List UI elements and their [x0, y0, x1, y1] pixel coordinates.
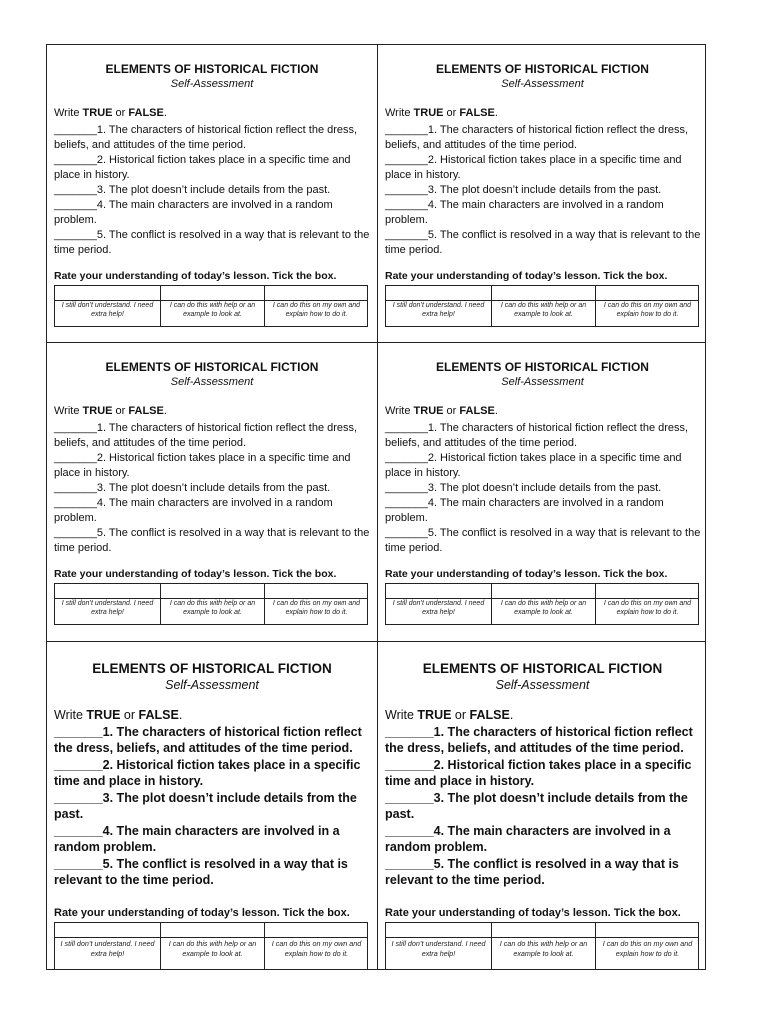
instruction: Write TRUE or FALSE.	[54, 708, 183, 722]
rate-prompt: Rate your understanding of today’s lesson. Tick the box.	[54, 270, 337, 282]
card-subtitle: Self-Assessment	[501, 78, 584, 90]
rating-option-3[interactable]: I can do this on my own and explain how to do it.	[272, 302, 361, 318]
instruction: Write TRUE or FALSE.	[54, 405, 167, 417]
rating-col-divider	[264, 286, 265, 326]
rating-option-2[interactable]: I can do this with help or an example to look at.	[500, 600, 587, 616]
rate-prompt: Rate your understanding of today’s lesson. Tick the box.	[54, 907, 350, 919]
assessment-card	[47, 45, 377, 342]
rate-prompt: Rate your understanding of today’s lesson. Tick the box.	[54, 568, 337, 580]
question-5: _______5. The conflict is resolved in a way that is relevant to the time period.	[385, 857, 679, 888]
instruction: Write TRUE or FALSE.	[385, 708, 514, 722]
rating-col-divider	[264, 584, 265, 624]
assessment-card	[47, 642, 377, 971]
instruction: Write TRUE or FALSE.	[385, 405, 498, 417]
rating-table	[54, 285, 368, 327]
rating-option-2[interactable]: I can do this with help or an example to look at.	[499, 939, 588, 958]
question-4: _______4. The main characters are involved in a random problem.	[385, 199, 664, 226]
question-1: _______1. The characters of historical fiction reflect the dress, beliefs, and attitudes of the time period.	[54, 124, 358, 151]
worksheet-sheet	[46, 44, 706, 970]
card-subtitle: Self-Assessment	[170, 78, 254, 90]
rating-col-divider	[491, 923, 492, 969]
rating-col-divider	[595, 923, 596, 969]
rating-table	[385, 922, 699, 970]
question-3: _______3. The plot doesn’t include details from the past.	[54, 791, 357, 822]
question-5: _______5. The conflict is resolved in a way that is relevant to the time period.	[54, 229, 370, 256]
question-1: _______1. The characters of historical fiction reflect the dress, beliefs, and attitudes of the time period.	[385, 725, 693, 756]
rating-col-divider	[491, 584, 492, 624]
question-5: _______5. The conflict is resolved in a way that is relevant to the time period.	[385, 229, 701, 256]
rating-col-divider	[160, 584, 161, 624]
question-2: _______2. Historical fiction takes place in a specific time and place in history.	[54, 452, 351, 479]
assessment-card	[378, 343, 707, 641]
instruction: Write TRUE or FALSE.	[385, 107, 498, 119]
question-2: _______2. Historical fiction takes place in a specific time and place in history.	[385, 154, 682, 181]
rating-option-3[interactable]: I can do this on my own and explain how to do it.	[603, 302, 692, 318]
tick-row	[386, 286, 698, 301]
rating-col-divider	[491, 286, 492, 326]
rating-option-2[interactable]: I can do this with help or an example to look at.	[168, 939, 257, 958]
rating-option-2[interactable]: I can do this with help or an example to look at.	[169, 302, 256, 318]
card-subtitle: Self-Assessment	[165, 678, 259, 692]
rating-col-divider	[160, 286, 161, 326]
rating-option-3[interactable]: I can do this on my own and explain how to do it.	[271, 939, 362, 958]
assessment-card	[378, 45, 707, 342]
rating-table	[54, 922, 368, 970]
card-title: ELEMENTS OF HISTORICAL FICTION	[436, 62, 649, 76]
rating-table	[385, 583, 699, 625]
question-5: _______5. The conflict is resolved in a way that is relevant to the time period.	[385, 527, 701, 554]
card-title: ELEMENTS OF HISTORICAL FICTION	[105, 360, 319, 374]
rating-option-3[interactable]: I can do this on my own and explain how to do it.	[272, 600, 361, 616]
question-2: _______2. Historical fiction takes place in a specific time and place in history.	[385, 758, 692, 789]
rating-option-1[interactable]: I still don’t understand. I need extra help!	[392, 600, 485, 616]
tick-row	[55, 923, 367, 938]
rating-option-1[interactable]: I still don’t understand. I need extra help!	[391, 939, 486, 958]
tick-row	[386, 923, 698, 938]
question-5: _______5. The conflict is resolved in a way that is relevant to the time period.	[54, 857, 348, 888]
card-title: ELEMENTS OF HISTORICAL FICTION	[436, 360, 649, 374]
tick-row	[55, 286, 367, 301]
rating-option-2[interactable]: I can do this with help or an example to look at.	[500, 302, 587, 318]
question-2: _______2. Historical fiction takes place in a specific time and place in history.	[54, 758, 361, 789]
card-title: ELEMENTS OF HISTORICAL FICTION	[105, 62, 319, 76]
rating-option-2[interactable]: I can do this with help or an example to look at.	[169, 600, 256, 616]
rate-prompt: Rate your understanding of today’s lesson. Tick the box.	[385, 270, 668, 282]
question-1: _______1. The characters of historical fiction reflect the dress, beliefs, and attitudes of the time period.	[54, 725, 362, 756]
assessment-card	[47, 343, 377, 641]
question-1: _______1. The characters of historical fiction reflect the dress, beliefs, and attitudes of the time period.	[54, 422, 358, 449]
rating-option-1[interactable]: I still don’t understand. I need extra help!	[61, 600, 154, 616]
question-4: _______4. The main characters are involved in a random problem.	[54, 199, 333, 226]
question-5: _______5. The conflict is resolved in a way that is relevant to the time period.	[54, 527, 370, 554]
rating-option-3[interactable]: I can do this on my own and explain how to do it.	[602, 939, 693, 958]
assessment-card	[378, 642, 707, 971]
question-3: _______3. The plot doesn’t include details from the past.	[385, 482, 662, 494]
tick-row	[55, 584, 367, 599]
rating-col-divider	[160, 923, 161, 969]
rating-col-divider	[595, 584, 596, 624]
card-subtitle: Self-Assessment	[495, 678, 590, 692]
question-4: _______4. The main characters are involved in a random problem.	[385, 497, 664, 524]
card-subtitle: Self-Assessment	[501, 376, 584, 388]
instruction: Write TRUE or FALSE.	[54, 107, 167, 119]
card-title: ELEMENTS OF HISTORICAL FICTION	[92, 661, 332, 676]
question-2: _______2. Historical fiction takes place in a specific time and place in history.	[54, 154, 351, 181]
question-4: _______4. The main characters are involved in a random problem.	[54, 497, 333, 524]
rating-option-1[interactable]: I still don’t understand. I need extra help!	[392, 302, 485, 318]
rating-col-divider	[595, 286, 596, 326]
question-4: _______4. The main characters are involved in a random problem.	[54, 824, 340, 855]
rating-option-3[interactable]: I can do this on my own and explain how to do it.	[603, 600, 692, 616]
rating-table	[385, 285, 699, 327]
question-3: _______3. The plot doesn’t include details from the past.	[54, 482, 331, 494]
rate-prompt: Rate your understanding of today’s lesson. Tick the box.	[385, 568, 668, 580]
rating-col-divider	[264, 923, 265, 969]
rating-option-1[interactable]: I still don’t understand. I need extra help!	[60, 939, 155, 958]
question-3: _______3. The plot doesn’t include details from the past.	[385, 791, 688, 822]
question-1: _______1. The characters of historical fiction reflect the dress, beliefs, and attitudes of the time period.	[385, 422, 689, 449]
tick-row	[386, 584, 698, 599]
rating-option-1[interactable]: I still don’t understand. I need extra help!	[61, 302, 154, 318]
question-1: _______1. The characters of historical fiction reflect the dress, beliefs, and attitudes of the time period.	[385, 124, 689, 151]
question-4: _______4. The main characters are involved in a random problem.	[385, 824, 671, 855]
question-2: _______2. Historical fiction takes place in a specific time and place in history.	[385, 452, 682, 479]
rate-prompt: Rate your understanding of today’s lesson. Tick the box.	[385, 907, 681, 919]
question-3: _______3. The plot doesn’t include details from the past.	[54, 184, 331, 196]
rating-table	[54, 583, 368, 625]
question-3: _______3. The plot doesn’t include details from the past.	[385, 184, 662, 196]
card-title: ELEMENTS OF HISTORICAL FICTION	[422, 661, 663, 676]
card-subtitle: Self-Assessment	[170, 376, 254, 388]
